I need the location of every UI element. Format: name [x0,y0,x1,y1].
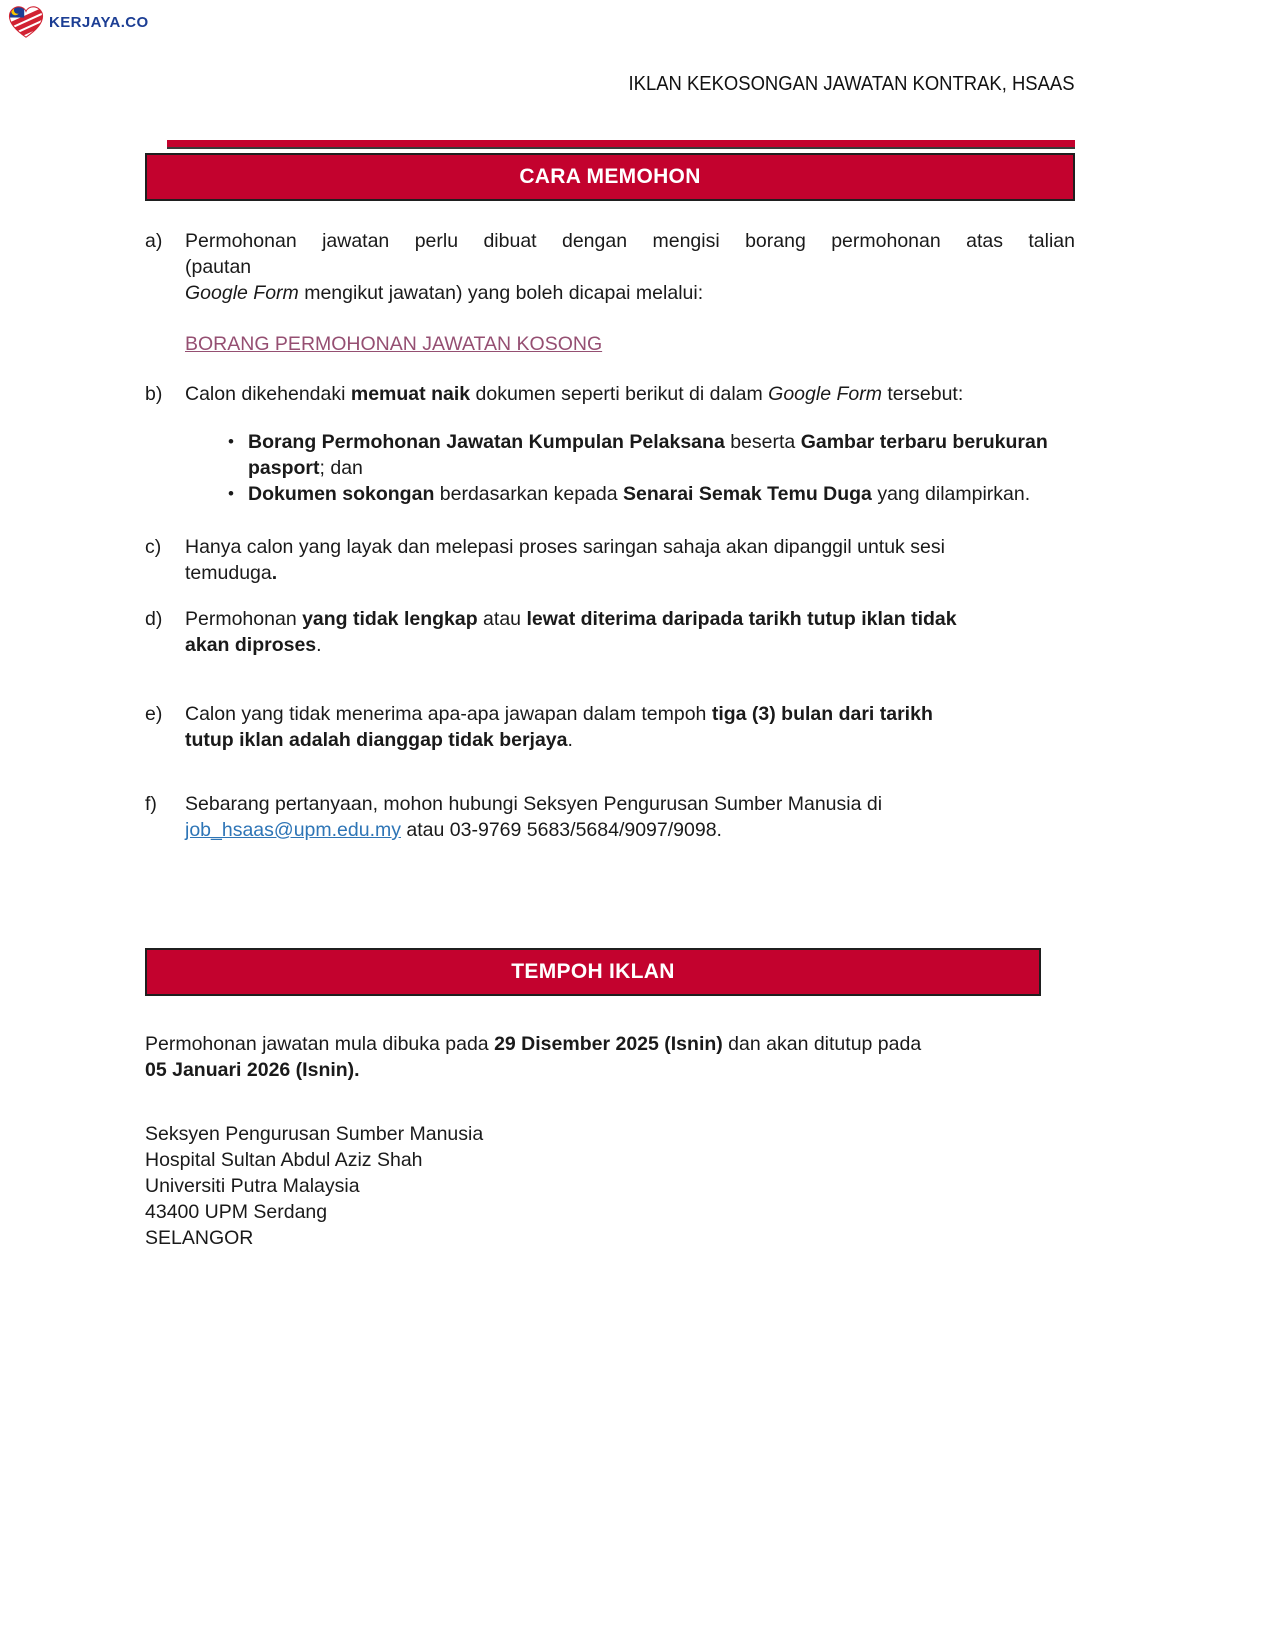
bullet-dot-icon: • [228,484,234,503]
item-letter: d) [145,608,163,630]
bullet-text: Dokumen sokongan berdasarkan kepada Senarai Semak Temu Duga yang dilampirkan. [248,483,1031,505]
email-link[interactable]: job_hsaas@upm.edu.my [185,819,401,841]
bullet-item [228,429,1075,481]
phone-text: atau 03-9769 5683/5684/9097/9098. [401,819,722,841]
borang-permohonan-link[interactable]: BORANG PERMOHONAN JAWATAN KOSONG [185,333,603,355]
address-line: SELANGOR [145,1227,254,1249]
item-text: Permohonan yang tidak lengkap atau lewat diterima daripada tarikh tutup iklan tidak akan diproses. [185,608,957,656]
list-item-e [145,701,1075,753]
item-text: Calon dikehendaki memuat naik dokumen seperti berikut di dalam Google Form tersebut: [185,383,964,405]
banner-title: CARA MEMOHON [519,165,701,188]
list-item-b [145,381,1075,407]
item-letter: b) [145,383,163,405]
item-letter: c) [145,536,162,558]
address-block [145,1121,1075,1251]
logo-text: KERJAYA.CO [49,13,149,31]
list-item-c [145,534,1075,586]
list-item-a [145,228,1075,306]
bullet-list [228,429,1075,507]
tempoh-paragraph: Permohonan jawatan mula dibuka pada 29 Disember 2025 (Isnin) dan akan ditutup pada 05 Januari 2026 (Isnin). [145,1033,922,1081]
malaysia-heart-icon [8,5,44,39]
list-item-f [145,791,1075,843]
red-divider-strip [167,140,1075,149]
document-content [145,0,1075,1251]
item-letter: e) [145,703,163,725]
item-text: Hanya calon yang layak dan melepasi proses saringan sahaja akan dipanggil untuk sesi temuduga. [185,536,945,584]
item-text [185,791,1075,843]
list-item-d [145,606,1075,658]
kerjaya-logo [8,5,149,39]
link-row [145,331,1075,357]
item-text: Calon yang tidak menerima apa-apa jawapan dalam tempoh tiga (3) bulan dari tarikh tutup iklan adalah dianggap tidak berjaya. [185,703,933,751]
tempoh-iklan-banner [145,948,1041,996]
address-line: Universiti Putra Malaysia [145,1175,360,1197]
bullet-item [228,481,1075,507]
document-header-title: IKLAN KEKOSONGAN JAWATAN KONTRAK, HSAAS [629,72,1075,95]
item-letter: f) [145,793,157,815]
address-line: Hospital Sultan Abdul Aziz Shah [145,1149,423,1171]
bullet-dot-icon: • [228,432,234,451]
address-line: 43400 UPM Serdang [145,1201,328,1223]
address-line: Seksyen Pengurusan Sumber Manusia [145,1123,484,1145]
bullet-text: Borang Permohonan Jawatan Kumpulan Pelaksana beserta Gambar terbaru berukuran pasport; dan [248,431,1048,479]
banner-title: TEMPOH IKLAN [511,960,675,983]
item-letter: a) [145,230,163,252]
contact-text: Sebarang pertanyaan, mohon hubungi Seksyen Pengurusan Sumber Manusia di [185,793,883,815]
cara-memohon-banner [145,153,1075,201]
item-text: Permohonan jawatan perlu dibuat dengan mengisi borang permohonan atas talian (pautan Google Form mengikut jawatan) yang boleh dicapai melalui: [185,230,1075,304]
